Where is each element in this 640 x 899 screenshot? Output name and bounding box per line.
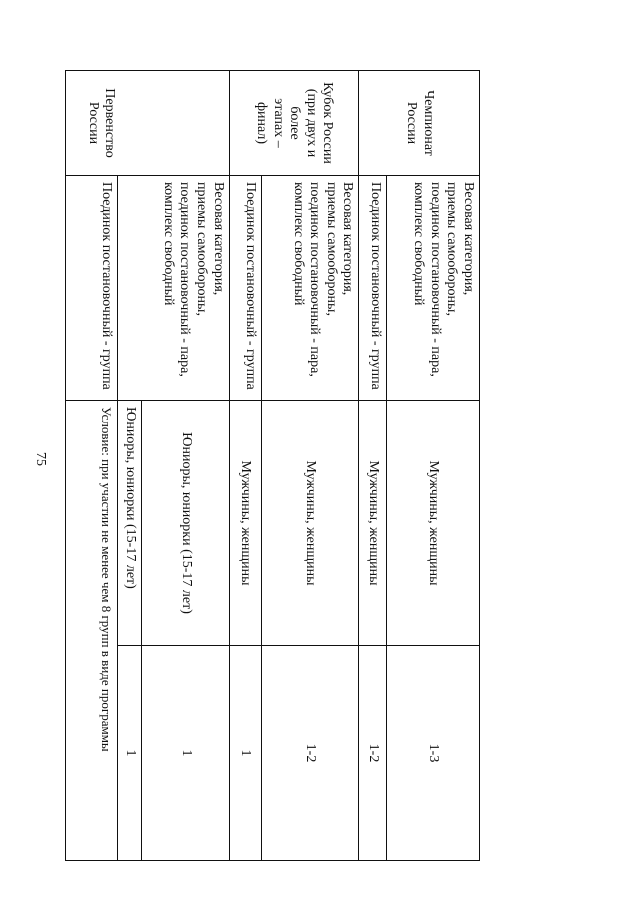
discipline-cell: Весовая категория, приемы самообороны, поединок постановочный - пара, комплекс свободный <box>387 176 480 401</box>
competition-cell: Чемпионат России <box>359 71 480 176</box>
condition-cell: Условие: при участии не менее чем 8 групп в виде программы <box>66 401 118 861</box>
discipline-cell: Поединок постановочный - группа <box>359 176 387 401</box>
discipline-cell: Весовая категория, приемы самообороны, поединок постановочный - пара, комплекс свободный <box>118 176 229 401</box>
age-group-cell: Мужчины, женщины <box>261 401 359 646</box>
age-group-cell: Юниоры, юниорки (15-17 лет) <box>142 401 230 646</box>
rotated-table-container <box>65 70 480 860</box>
competition-table <box>65 70 480 861</box>
discipline-cell: Поединок постановочный - группа <box>66 176 118 401</box>
table-row <box>66 71 118 861</box>
table-row <box>142 71 230 861</box>
count-cell: 1-2 <box>359 646 387 861</box>
count-cell: 1 <box>118 646 142 861</box>
age-group-cell: Мужчины, женщины <box>229 401 261 646</box>
table-row <box>387 71 480 861</box>
age-group-cell: Мужчины, женщины <box>387 401 480 646</box>
discipline-cell: Весовая категория, приемы самообороны, поединок постановочный - пара, комплекс свободный <box>261 176 359 401</box>
table-row <box>359 71 387 861</box>
age-group-cell: Мужчины, женщины <box>359 401 387 646</box>
competition-cell: Первенство России <box>66 71 230 176</box>
count-cell: 1 <box>229 646 261 861</box>
competition-cell: Кубок России (при двух и более этапах – финал) <box>229 71 359 176</box>
discipline-cell: Поединок постановочный - группа <box>229 176 261 401</box>
count-cell: 1-3 <box>387 646 480 861</box>
page-number: 75 <box>33 452 48 466</box>
count-cell: 1-2 <box>261 646 359 861</box>
table-row <box>261 71 359 861</box>
count-cell: 1 <box>142 646 230 861</box>
table-row <box>229 71 261 861</box>
age-group-cell: Юниоры, юниорки (15-17 лет) <box>118 401 142 646</box>
